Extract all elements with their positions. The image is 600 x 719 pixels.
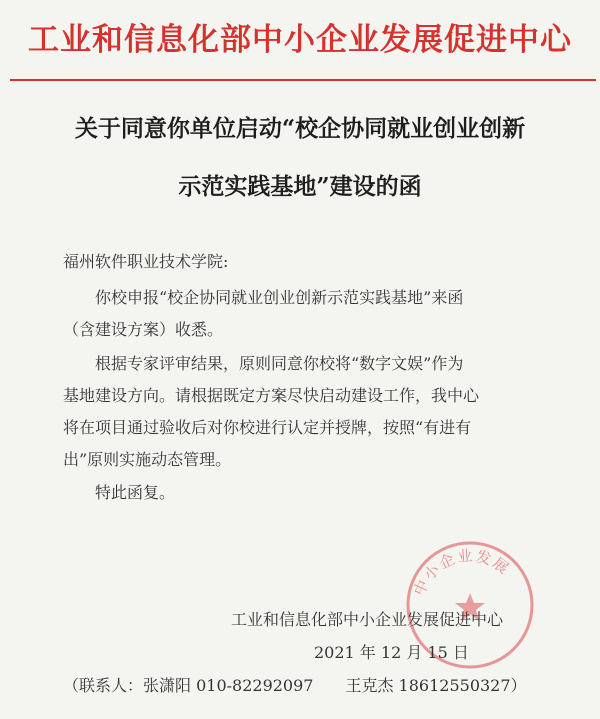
paragraph-2-line-1: 根据专家评审结果，原则同意你校将“数字文娱”作为	[95, 354, 464, 373]
masthead-title: 工业和信息化部中小企业发展促进中心	[28, 22, 572, 58]
masthead-divider	[10, 79, 596, 81]
signature-organization: 工业和信息化部中小企业发展促进中心	[231, 610, 504, 629]
contact-info: （联系人：张潇阳 010-82292097 王克杰 18612550327）	[63, 676, 527, 695]
stamp-text: 中小企业发展	[410, 546, 514, 599]
paragraph-1-line-2: （含建设方案）收悉。	[63, 320, 224, 339]
svg-text:中小企业发展	[410, 547, 513, 599]
paragraph-1-line-1: 你校申报“校企协同就业创业创新示范实践基地”来函	[95, 288, 464, 307]
letter-title-line-1: 关于同意你单位启动“校企协同就业创业创新	[74, 115, 526, 142]
addressee: 福州软件职业技术学院:	[63, 252, 229, 271]
signature-date: 2021 年 12 月 15 日	[314, 643, 469, 662]
paragraph-2-line-2: 基地建设方向。请根据既定方案尽快启动建设工作，我中心	[63, 386, 480, 405]
paragraph-2-line-3: 将在项目通过验收后对你校进行认定并授牌，按照“有进有	[63, 418, 472, 437]
letter-title-line-2: 示范实践基地”建设的函	[178, 173, 422, 200]
paragraph-2-line-4: 出”原则实施动态管理。	[63, 450, 232, 469]
paragraph-3: 特此函复。	[95, 483, 176, 502]
